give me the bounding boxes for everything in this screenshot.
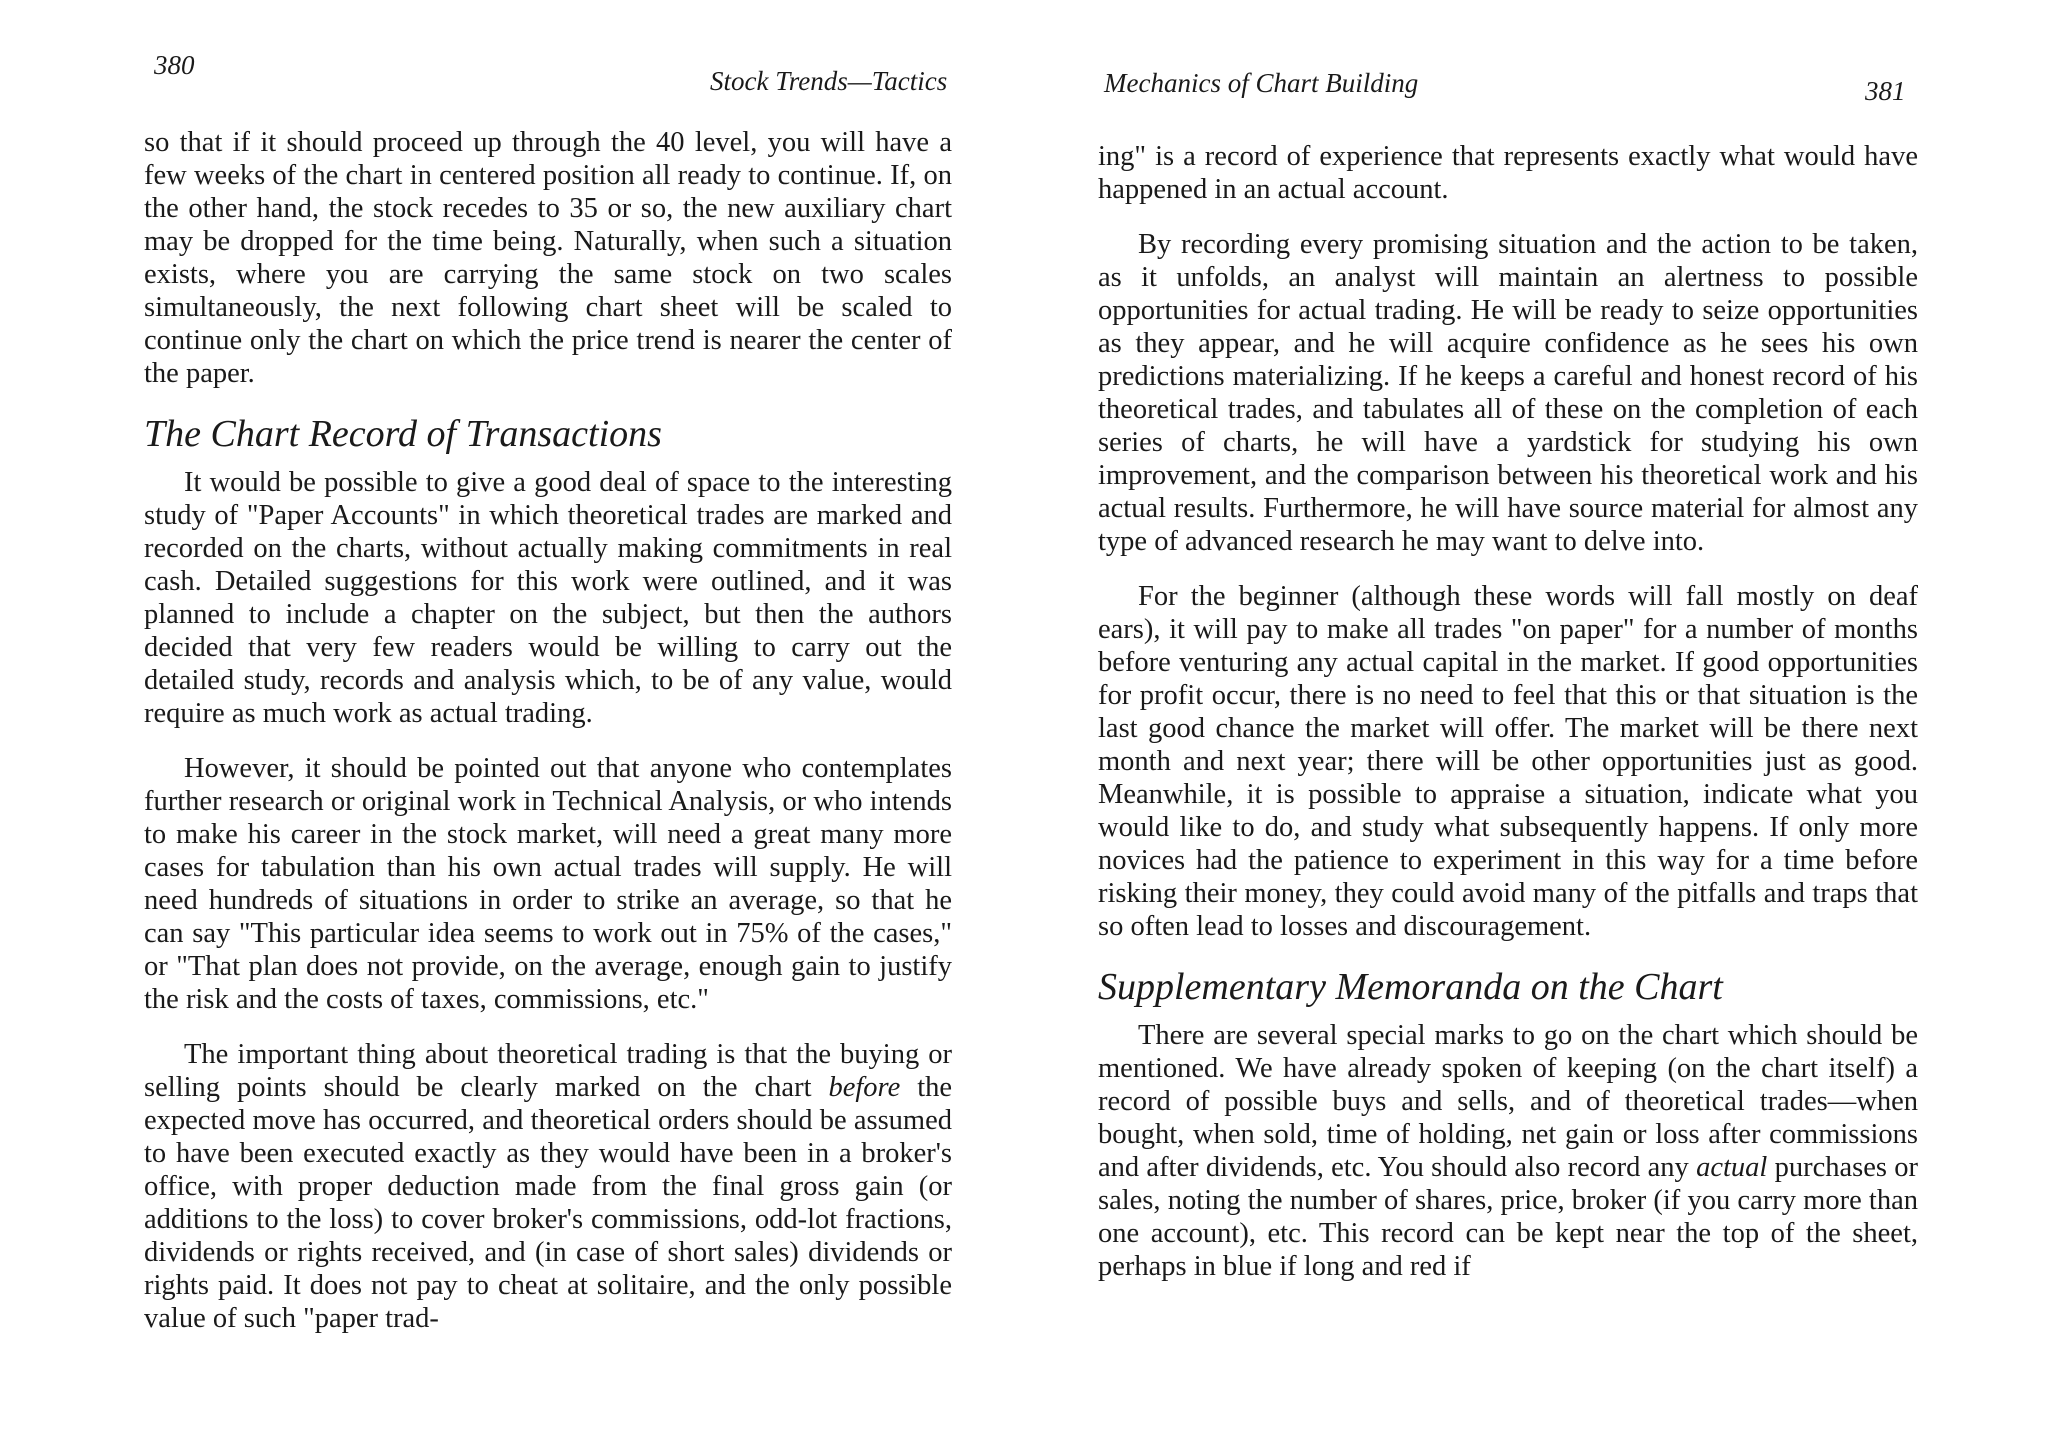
emphasis: actual (1696, 1152, 1768, 1183)
section-heading: The Chart Record of Transactions (144, 413, 662, 455)
page-number: 380 (154, 50, 195, 80)
paragraph: For the beginner (although these words will fall mostly on deaf ears), it will pay to make all trades "on paper" for a number of months before venturing any actual capital in the market. If good opportunities for profit occur, there is no need to feel that this or that situation is the last good chance the market will offer. The market will be there next month and next year; there will be other opportunities just as good. Meanwhile, it is possible to appraise a situation, indicate what you would like to do, and study what subsequently happens. If only more novices had the patience to experiment in this way for a time before risking their money, they could avoid many of the pitfalls and traps that so often lead to losses and discouragement. (1098, 581, 1918, 942)
section-heading: Supplementary Memoranda on the Chart (1098, 966, 1723, 1008)
paragraph: By recording every promising situation and the action to be taken, as it unfolds, an analyst will maintain an alertness to possible opportunities for actual trading. He will be ready to seize opportunities as they appear, and he will acquire confidence as he sees his own predictions materializing. If he keeps a careful and honest record of his theoretical trades, and tabulates all of these on the completion of each series of charts, he will have a yardstick for studying his own improvement, and the comparison between his theoretical work and his actual results. Furthermore, he will have source material for almost any type of advanced research he may want to delve into. (1098, 229, 1918, 557)
text-run: purchases or sales, noting the number of shares, price, broker (if you carry more than one account), etc. This record can be kept near the top of the sheet, perhaps in blue if long and red if (1098, 1152, 1919, 1282)
page-number: 381 (1865, 76, 1906, 106)
text-run: The important thing about theoretical trading is that the buying or selling points should be clearly marked on the chart (144, 1039, 952, 1103)
emphasis: before (828, 1072, 901, 1103)
paragraph: However, it should be pointed out that anyone who contemplates further research or original work in Technical Analysis, or who intends to make his career in the stock market, will need a great many more cases for tabulation than his own actual trades will supply. He will need hundreds of situations in order to strike an average, so that he can say "This particular idea seems to work out in 75% of the cases," or "That plan does not provide, on the average, enough gain to justify the risk and the costs of taxes, commissions, etc." (144, 753, 952, 1015)
running-head: Stock Trends—Tactics (710, 66, 948, 96)
paragraph: so that if it should proceed up through the 40 level, you will have a few weeks of the chart in centered position all ready to continue. If, on the other hand, the stock recedes to 35 or so, the new auxiliary chart may be dropped for the time being. Naturally, when such a situation exists, where you are carrying the same stock on two scales simultaneously, the next following chart sheet will be scaled to continue only the chart on which the price trend is nearer the center of the paper. (144, 127, 952, 389)
left-text-column (144, 126, 952, 1335)
text-run: the expected move has occurred, and theoretical orders should be assumed to have been executed exactly as they would have been in a broker's office, with proper deduction made from the final gross gain (or additions to the loss) to cover broker's commissions, odd-lot fractions, dividends or rights received, and (in case of short sales) dividends or rights paid. It does not pay to cheat at solitaire, and the only possible value of such "paper trad- (144, 1072, 953, 1334)
paragraph: ing" is a record of experience that represents exactly what would have happened in an actual account. (1098, 141, 1918, 205)
right-text-column (1098, 140, 1918, 1283)
paragraph: It would be possible to give a good deal of space to the interesting study of "Paper Accounts" in which theoretical trades are marked and recorded on the charts, without actually making commitments in real cash. Detailed suggestions for this work were outlined, and it was planned to include a chapter on the subject, but then the authors decided that very few readers would be willing to carry out the detailed study, records and analysis which, to be of any value, would require as much work as actual trading. (144, 467, 952, 729)
text-run: There are several special marks to go on the chart which should be mentioned. We have already spoken of keeping (on the chart itself) a record of possible buys and sells, and of theoretical trades—when bought, when sold, time of holding, net gain or loss after commissions and after dividends, etc. You should also record any (1098, 1020, 1918, 1183)
paragraph (1098, 1019, 1918, 1283)
running-head: Mechanics of Chart Building (1104, 68, 1419, 98)
right-page (1024, 0, 2048, 1448)
paragraph (144, 1038, 952, 1335)
